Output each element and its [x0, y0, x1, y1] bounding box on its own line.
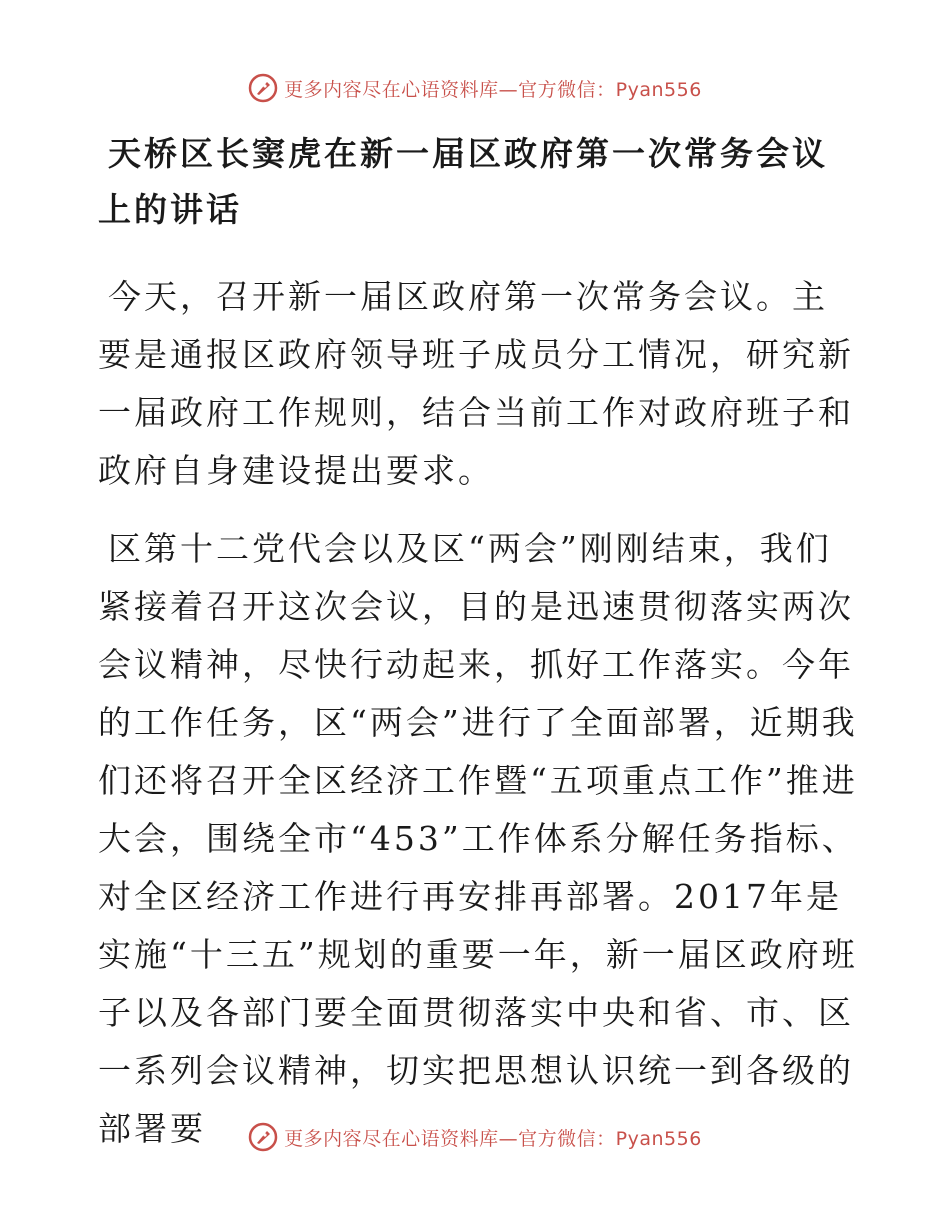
footer-watermark — [0, 1122, 950, 1152]
pen-nib-icon — [248, 1122, 278, 1152]
document-title: 天桥区长窦虎在新一届区政府第一次常务会议上的讲话 — [98, 134, 828, 229]
paragraph-1: 今天，召开新一届区政府第一次常务会议。主要是通报区政府领导班子成员分工情况，研究新一届政府工作规则，结合当前工作对政府班子和政府自身建设提出要求。 — [98, 277, 854, 490]
document-body — [98, 118, 858, 1158]
paragraph-2: 区第十二党代会以及区“两会”刚刚结束，我们紧接着召开这次会议，目的是迅速贯彻落实两次会议精神，尽快行动起来，抓好工作落实。今年的工作任务，区“两会”进行了全面部署，近期我们还将召开全区经济工作暨“五项重点工作”推进大会，围绕全市“453”工作体系分解任务指标、对全区经济工作进行再安排再部署。2017年是实施“十三五”规划的重要一年，新一届区政府班子以及各部门要全面贯彻落实中央和省、市、区一系列会议精神，切实把思想认识统一到各级的部署要 — [98, 529, 858, 1148]
pen-nib-icon — [248, 73, 278, 103]
watermark-text: 更多内容尽在心语资料库—官方微信：Pyan556 — [284, 1127, 702, 1150]
watermark-text: 更多内容尽在心语资料库—官方微信：Pyan556 — [284, 78, 702, 101]
header-watermark — [0, 73, 950, 103]
